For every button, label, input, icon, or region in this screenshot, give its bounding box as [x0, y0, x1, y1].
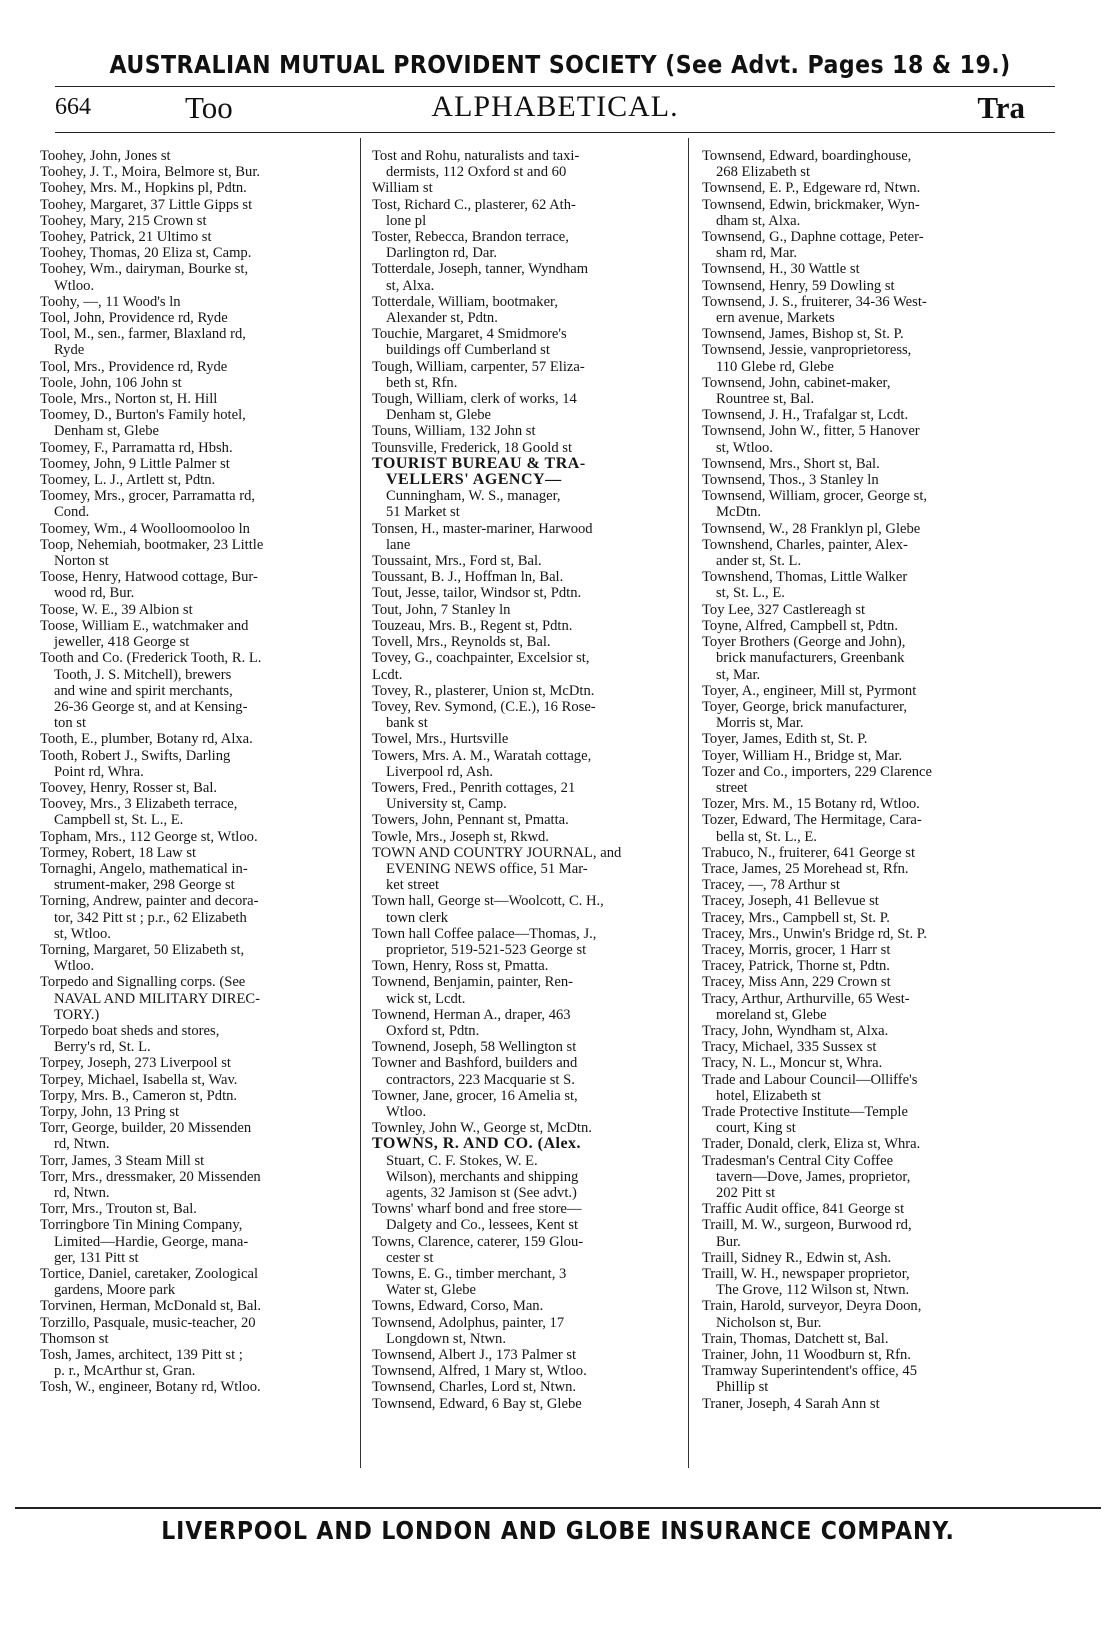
directory-entry-line: William st — [372, 180, 433, 197]
directory-entry-line: Toomey, Wm., 4 Woolloomooloo ln — [40, 520, 250, 537]
directory-entry-line: Townend, Benjamin, painter, Ren- — [372, 974, 574, 991]
directory-entry-line: Townsend, Edward, 6 Bay st, Glebe — [372, 1395, 582, 1412]
directory-entry-line: Limited—Hardie, George, mana- — [54, 1233, 249, 1250]
directory-entry-line: Torpy, Mrs. B., Cameron st, Pdtn. — [40, 1087, 238, 1104]
directory-entry-line: Tough, William, clerk of works, 14 — [372, 391, 577, 408]
directory-entry-line: Point rd, Whra. — [54, 763, 144, 780]
directory-entry-line: TOURIST BUREAU & TRA- — [372, 455, 586, 472]
directory-entry-line: agents, 32 Jamison st (See advt.) — [386, 1185, 577, 1201]
directory-entry-line: Tracy, John, Wyndham st, Alxa. — [702, 1022, 889, 1039]
directory-entry-line: tor, 342 Pitt st ; p.r., 62 Elizabeth — [54, 909, 247, 926]
directory-entry-line: Tracy, N. L., Moncur st, Whra. — [702, 1055, 883, 1072]
bottom-advert-banner: LIVERPOOL AND LONDON AND GLOBE INSURANCE COMPANY. — [161, 1516, 955, 1545]
directory-entry-line: Torning, Margaret, 50 Elizabeth st, — [40, 941, 245, 958]
directory-entry-line: sham rd, Mar. — [716, 245, 798, 262]
directory-entry-line: Townshend, Thomas, Little Walker — [702, 569, 908, 586]
directory-entry-line: brick manufacturers, Greenbank — [716, 650, 905, 667]
directory-entry-line: Townsend, J. H., Trafalgar st, Lcdt. — [702, 407, 909, 424]
directory-entry-line: and wine and spirit merchants, — [54, 682, 233, 699]
directory-entry-line: Tool, John, Providence rd, Ryde — [40, 310, 228, 327]
directory-column-2 — [372, 148, 682, 1412]
directory-entry-line: Stuart, C. F. Stokes, W. E. — [386, 1152, 538, 1169]
directory-entry-line: ket street — [386, 877, 440, 894]
directory-entry-line: Townsend, Alfred, 1 Mary st, Wtloo. — [372, 1363, 587, 1380]
directory-entry-line: Townsend, Mrs., Short st, Bal. — [702, 455, 880, 472]
directory-entry-line: town clerk — [386, 909, 449, 926]
directory-entry-line: Townshend, Charles, painter, Alex- — [702, 536, 908, 553]
directory-entry-line: Toyer Brothers (George and John), — [702, 634, 906, 651]
directory-entry-line: ander st, St. L. — [716, 553, 802, 570]
directory-entry-line: Toohey, Margaret, 37 Little Gipps st — [40, 196, 253, 213]
directory-entry-line: lane — [386, 536, 411, 553]
directory-entry-line: Tough, William, carpenter, 57 Eliza- — [372, 358, 585, 375]
directory-entry-line: wood rd, Bur. — [54, 585, 135, 602]
directory-entry-line: Berry's rd, St. L. — [54, 1039, 151, 1056]
directory-entry-line: Town hall Coffee palace—Thomas, J., — [372, 925, 597, 942]
directory-entry-line: Wtloo. — [54, 958, 95, 975]
directory-entry-line: 26-36 George st, and at Kensing- — [54, 698, 248, 715]
directory-entry-line: Townley, John W., George st, McDtn. — [372, 1120, 592, 1137]
directory-entry-line: Torringbore Tin Mining Company, — [40, 1217, 243, 1234]
directory-entry-line: Torvinen, Herman, McDonald st, Bal. — [40, 1298, 262, 1315]
directory-entry-line: Toyer, A., engineer, Mill st, Pyrmont — [702, 682, 917, 699]
directory-entry-line: Towel, Mrs., Hurtsville — [372, 731, 509, 748]
directory-entry-line: strument-maker, 298 George st — [54, 877, 235, 894]
directory-entry-line: Towns, Clarence, caterer, 159 Glou- — [372, 1233, 584, 1250]
column-divider — [688, 138, 689, 1468]
directory-entry-line: Toy Lee, 327 Castlereagh st — [702, 601, 866, 618]
directory-entry-line: Tracey, Joseph, 41 Bellevue st — [702, 893, 879, 910]
directory-entry-line: Toohey, Thomas, 20 Eliza st, Camp. — [40, 245, 252, 262]
directory-entry-line: Rountree st, Bal. — [716, 391, 815, 408]
directory-entry-line: Tooth, E., plumber, Botany rd, Alxa. — [40, 731, 253, 748]
page-number: 664 — [55, 94, 91, 120]
directory-entry-line: rd, Ntwn. — [54, 1136, 110, 1153]
directory-entry-line: Trader, Donald, clerk, Eliza st, Whra. — [702, 1136, 921, 1153]
directory-entry-line: Town hall, George st—Woolcott, C. H., — [372, 893, 604, 910]
directory-entry-line: Traill, W. H., newspaper proprietor, — [702, 1266, 910, 1283]
directory-entry-line: st, Wtloo. — [54, 925, 111, 942]
directory-entry-line: Torning, Andrew, painter and decora- — [40, 893, 259, 910]
directory-entry-line: Toohy, —, 11 Wood's ln — [40, 293, 181, 310]
directory-entry-line: Traill, Sidney R., Edwin st, Ash. — [702, 1249, 892, 1266]
directory-entry-line: Torpedo and Signalling corps. (See — [40, 974, 246, 991]
directory-entry-line: Toohey, Wm., dairyman, Bourke st, — [40, 261, 249, 278]
directory-entry-line: Tonsen, H., master-mariner, Harwood — [372, 520, 593, 537]
directory-entry-line: Traill, M. W., surgeon, Burwood rd, — [702, 1217, 912, 1234]
directory-entry-line: Townsend, G., Daphne cottage, Peter- — [702, 229, 924, 246]
directory-entry-line: Tovey, R., plasterer, Union st, McDtn. — [372, 682, 595, 699]
directory-entry-line: Toohey, Mrs. M., Hopkins pl, Pdtn. — [40, 180, 247, 197]
directory-entry-line: Train, Thomas, Datchett st, Bal. — [702, 1330, 889, 1347]
directory-entry-line: Townsend, Henry, 59 Dowling st — [702, 277, 895, 294]
directory-entry-line: Tovell, Mrs., Reynolds st, Bal. — [372, 634, 551, 651]
directory-entry-line: Tracy, Arthur, Arthurville, 65 West- — [702, 990, 910, 1007]
directory-entry-line: Tracey, Morris, grocer, 1 Harr st — [702, 941, 891, 958]
directory-entry-line: Trace, James, 25 Morehead st, Rfn. — [702, 860, 909, 877]
directory-entry-line: buildings off Cumberland st — [386, 342, 550, 359]
header-rule-top — [55, 86, 1055, 87]
directory-entry-line: Townsend, Thos., 3 Stanley ln — [702, 472, 879, 489]
directory-entry-line: Townsend, E. P., Edgeware rd, Ntwn. — [702, 180, 921, 197]
directory-entry-line: Towers, Fred., Penrith cottages, 21 — [372, 779, 576, 796]
directory-entry-line: Tool, Mrs., Providence rd, Ryde — [40, 358, 228, 375]
directory-entry-line: 110 Glebe rd, Glebe — [716, 358, 834, 375]
directory-entry-line: Tooth, J. S. Mitchell), brewers — [54, 666, 232, 683]
directory-entry-line: Townsend, William, grocer, George st, — [702, 488, 928, 505]
directory-entry-line: Tracey, Mrs., Campbell st, St. P. — [702, 909, 890, 926]
directory-entry-line: Oxford st, Pdtn. — [386, 1022, 480, 1039]
directory-entry-line: Tozer, Edward, The Hermitage, Cara- — [702, 812, 922, 829]
directory-entry-line: Torr, George, builder, 20 Missenden — [40, 1120, 252, 1137]
directory-entry-line: Toyer, William H., Bridge st, Mar. — [702, 747, 903, 764]
directory-entry-line: Train, Harold, surveyor, Deyra Doon, — [702, 1298, 922, 1315]
directory-entry-line: TOWN AND COUNTRY JOURNAL, and — [372, 844, 622, 861]
directory-entry-line: st, St. L., E. — [716, 585, 785, 602]
directory-entry-line: Torzillo, Pasquale, music-teacher, 20 — [40, 1314, 256, 1331]
directory-entry-line: Cunningham, W. S., manager, — [386, 488, 561, 505]
directory-entry-line: Tracey, Mrs., Unwin's Bridge rd, St. P. — [702, 925, 927, 942]
directory-entry-line: Tout, Jesse, tailor, Windsor st, Pdtn. — [372, 585, 582, 602]
directory-entry-line: Toose, W. E., 39 Albion st — [40, 601, 193, 618]
directory-entry-line: Bur. — [716, 1233, 741, 1250]
directory-entry-line: Townsend, James, Bishop st, St. P. — [702, 326, 904, 343]
directory-entry-line: Toop, Nehemiah, bootmaker, 23 Little — [40, 536, 264, 553]
directory-entry-line: Townsend, John, cabinet-maker, — [702, 374, 891, 391]
directory-entry-line: ton st — [54, 715, 87, 732]
directory-entry-line: Toomey, D., Burton's Family hotel, — [40, 407, 246, 424]
directory-entry-line: Tracy, Michael, 335 Sussex st — [702, 1039, 877, 1056]
directory-entry-line: Dalgety and Co., lessees, Kent st — [386, 1217, 579, 1234]
directory-entry-line: Tozer, Mrs. M., 15 Botany rd, Wtloo. — [702, 796, 920, 813]
directory-entry-line: Trade Protective Institute—Temple — [702, 1103, 908, 1120]
directory-entry-line: Trainer, John, 11 Woodburn st, Rfn. — [702, 1347, 911, 1364]
directory-entry-line: Traner, Joseph, 4 Sarah Ann st — [702, 1395, 880, 1412]
directory-entry-line: Toohey, Patrick, 21 Ultimo st — [40, 229, 212, 246]
directory-entry-line: McDtn. — [716, 504, 761, 521]
directory-entry-line: rd, Ntwn. — [54, 1185, 110, 1201]
directory-entry-line: Tovey, Rev. Symond, (C.E.), 16 Rose- — [372, 698, 596, 715]
directory-entry-line: Toomey, Mrs., grocer, Parramatta rd, — [40, 488, 256, 505]
directory-entry-line: Phillip st — [716, 1379, 769, 1396]
directory-entry-line: Toohey, John, Jones st — [40, 148, 171, 164]
directory-entry-line: Townsend, Edwin, brickmaker, Wyn- — [702, 196, 920, 213]
directory-entry-line: st, Alxa. — [386, 277, 435, 294]
directory-entry-line: Townsend, Albert J., 173 Palmer st — [372, 1347, 577, 1364]
directory-entry-line: bella st, St. L., E. — [716, 828, 817, 845]
directory-entry-line: Toole, John, 106 John st — [40, 374, 182, 391]
directory-entry-line: 202 Pitt st — [716, 1185, 776, 1201]
directory-entry-line: Tost and Rohu, naturalists and taxi- — [372, 148, 580, 164]
directory-entry-line: Thomson st — [40, 1330, 109, 1347]
directory-entry-line: Townsend, H., 30 Wattle st — [702, 261, 860, 278]
directory-entry-line: Townsend, J. S., fruiterer, 34-36 West- — [702, 293, 927, 310]
directory-entry-line: cester st — [386, 1249, 434, 1266]
directory-entry-line: Wilson), merchants and shipping — [386, 1168, 579, 1185]
directory-entry-line: TOWNS, R. AND CO. (Alex. — [372, 1136, 582, 1153]
directory-entry-line: Townsend, W., 28 Franklyn pl, Glebe — [702, 520, 921, 537]
directory-entry-line: Alexander st, Pdtn. — [386, 310, 498, 327]
directory-entry-line: VELLERS' AGENCY— — [386, 472, 562, 489]
directory-entry-line: st, Mar. — [716, 666, 761, 683]
directory-entry-line: Toomey, F., Parramatta rd, Hbsh. — [40, 439, 233, 456]
directory-entry-line: Trade and Labour Council—Olliffe's — [702, 1071, 918, 1088]
directory-entry-line: Town, Henry, Ross st, Pmatta. — [372, 958, 549, 975]
directory-entry-line: Tooth and Co. (Frederick Tooth, R. L. — [40, 650, 262, 667]
directory-entry-line: street — [716, 779, 748, 796]
directory-column-1 — [40, 148, 360, 1396]
directory-entry-line: Totterdale, William, bootmaker, — [372, 293, 558, 310]
directory-entry-line: lone pl — [386, 212, 427, 229]
directory-entry-line: Torpy, John, 13 Pring st — [40, 1103, 180, 1120]
directory-entry-line: Towns' wharf bond and free store— — [372, 1201, 582, 1218]
top-advert-banner: AUSTRALIAN MUTUAL PROVIDENT SOCIETY (See Advt. Pages 18 & 19.) — [109, 50, 1011, 79]
directory-entry-line: EVENING NEWS office, 51 Mar- — [386, 860, 588, 877]
directory-entry-line: Touzeau, Mrs. B., Regent st, Pdtn. — [372, 617, 573, 634]
directory-column-3 — [702, 148, 1012, 1412]
left-guide-word: Too — [185, 90, 233, 125]
directory-entry-line: Tormey, Robert, 18 Law st — [40, 844, 197, 861]
directory-entry-line: Toole, Mrs., Norton st, H. Hill — [40, 391, 218, 408]
directory-entry-line: Towner and Bashford, builders and — [372, 1055, 578, 1072]
directory-entry-line: Tout, John, 7 Stanley ln — [372, 601, 511, 618]
directory-entry-line: dham st, Alxa. — [716, 212, 801, 229]
right-guide-word: Tra — [977, 90, 1025, 125]
directory-entry-line: Torpedo boat sheds and stores, — [40, 1022, 220, 1039]
directory-entry-line: proprietor, 519-521-523 George st — [386, 941, 587, 958]
directory-entry-line: Totterdale, Joseph, tanner, Wyndham — [372, 261, 589, 278]
directory-entry-line: Denham st, Glebe — [54, 423, 159, 440]
directory-entry-line: Towle, Mrs., Joseph st, Rkwd. — [372, 828, 549, 845]
directory-entry-line: hotel, Elizabeth st — [716, 1087, 821, 1104]
directory-entry-line: TORY.) — [54, 1006, 100, 1023]
directory-entry-line: Toussaint, Mrs., Ford st, Bal. — [372, 553, 542, 570]
directory-entry-line: Toyne, Alfred, Campbell st, Pdtn. — [702, 617, 898, 634]
directory-entry-line: Toussant, B. J., Hoffman ln, Bal. — [372, 569, 564, 586]
directory-entry-line: Tosh, W., engineer, Botany rd, Wtloo. — [40, 1379, 261, 1396]
directory-entry-line: Towns, Edward, Corso, Man. — [372, 1298, 544, 1315]
directory-entry-line: ern avenue, Markets — [716, 310, 835, 327]
directory-entry-line: Wtloo. — [386, 1103, 427, 1120]
directory-entry-line: beth st, Rfn. — [386, 374, 458, 391]
directory-entry-line: Toyer, James, Edith st, St. P. — [702, 731, 868, 748]
directory-entry-line: Denham st, Glebe — [386, 407, 491, 424]
directory-entry-line: ger, 131 Pitt st — [54, 1249, 139, 1266]
directory-entry-line: Nicholson st, Bur. — [716, 1314, 822, 1331]
directory-entry-line: 268 Elizabeth st — [716, 164, 811, 181]
directory-entry-line: Torr, Mrs., Trouton st, Bal. — [40, 1201, 197, 1218]
directory-entry-line: Tortice, Daniel, caretaker, Zoological — [40, 1266, 259, 1283]
directory-entry-line: Torpey, Joseph, 273 Liverpool st — [40, 1055, 231, 1072]
directory-entry-line: p. r., McArthur st, Gran. — [54, 1363, 196, 1380]
directory-entry-line: Tornaghi, Angelo, mathematical in- — [40, 860, 248, 877]
directory-entry-line: wick st, Lcdt. — [386, 990, 466, 1007]
directory-entry-line: Toster, Rebecca, Brandon terrace, — [372, 229, 569, 246]
directory-entry-line: moreland st, Glebe — [716, 1006, 827, 1023]
directory-entry-line: Touchie, Margaret, 4 Smidmore's — [372, 326, 567, 343]
directory-entry-line: Torr, James, 3 Steam Mill st — [40, 1152, 205, 1169]
directory-entry-line: Tooth, Robert J., Swifts, Darling — [40, 747, 231, 764]
directory-entry-line: Toyer, George, brick manufacturer, — [702, 698, 908, 715]
directory-entry-line: Lcdt. — [372, 666, 403, 683]
directory-entry-line: gardens, Moore park — [54, 1282, 176, 1299]
directory-entry-line: 51 Market st — [386, 504, 460, 521]
directory-entry-line: Toohey, J. T., Moira, Belmore st, Bur. — [40, 164, 261, 181]
directory-entry-line: bank st — [386, 715, 428, 732]
directory-entry-line: Towers, Mrs. A. M., Waratah cottage, — [372, 747, 592, 764]
directory-entry-line: Townend, Herman A., draper, 463 — [372, 1006, 571, 1023]
directory-entry-line: Tracey, —, 78 Arthur st — [702, 877, 840, 894]
directory-entry-line: Towns, E. G., timber merchant, 3 — [372, 1266, 567, 1283]
page-header — [55, 92, 1055, 132]
directory-entry-line: Tool, M., sen., farmer, Blaxland rd, — [40, 326, 246, 343]
directory-entry-line: Toomey, John, 9 Little Palmer st — [40, 455, 230, 472]
directory-entry-line: Torr, Mrs., dressmaker, 20 Missenden — [40, 1168, 261, 1185]
directory-entry-line: Tracey, Patrick, Thorne st, Pdtn. — [702, 958, 890, 975]
directory-entry-line: Toose, William E., watchmaker and — [40, 617, 249, 634]
directory-entry-line: jeweller, 418 George st — [54, 634, 190, 651]
column-divider — [360, 138, 361, 1468]
directory-entry-line: Tounsville, Frederick, 18 Goold st — [372, 439, 573, 456]
directory-entry-line: Topham, Mrs., 112 George st, Wtloo. — [40, 828, 258, 845]
directory-entry-line: Townsend, John W., fitter, 5 Hanover — [702, 423, 920, 440]
directory-entry-line: NAVAL AND MILITARY DIREC- — [54, 990, 260, 1007]
directory-entry-line: Liverpool rd, Ash. — [386, 763, 494, 780]
directory-entry-line: Towers, John, Pennant st, Pmatta. — [372, 812, 569, 829]
directory-entry-line: Townsend, Jessie, vanproprietoress, — [702, 342, 912, 359]
directory-entry-line: The Grove, 112 Wilson st, Ntwn. — [716, 1282, 910, 1299]
directory-entry-line: Darlington rd, Dar. — [386, 245, 498, 262]
directory-entry-line: st, Wtloo. — [716, 439, 773, 456]
directory-entry-line: Ryde — [54, 342, 85, 359]
directory-entry-line: Cond. — [54, 504, 90, 521]
directory-entry-line: Townsend, Charles, Lord st, Ntwn. — [372, 1379, 577, 1396]
directory-entry-line: Campbell st, St. L., E. — [54, 812, 184, 829]
directory-entry-line: Townsend, Adolphus, painter, 17 — [372, 1314, 565, 1331]
section-title: ALPHABETICAL. — [431, 90, 679, 123]
directory-entry-line: Longdown st, Ntwn. — [386, 1330, 506, 1347]
directory-entry-line: Morris st, Mar. — [716, 715, 804, 732]
directory-entry-line: Water st, Glebe — [386, 1282, 476, 1299]
directory-entry-line: Torpey, Michael, Isabella st, Wav. — [40, 1071, 238, 1088]
directory-entry-line: Norton st — [54, 553, 109, 570]
directory-entry-line: dermists, 112 Oxford st and 60 — [386, 164, 567, 181]
directory-entry-line: Tost, Richard C., plasterer, 62 Ath- — [372, 196, 576, 213]
directory-entry-line: court, King st — [716, 1120, 796, 1137]
directory-entry-line: tavern—Dove, James, proprietor, — [716, 1168, 911, 1185]
directory-entry-line: Toohey, Mary, 215 Crown st — [40, 212, 207, 229]
directory-entry-line: Townend, Joseph, 58 Wellington st — [372, 1039, 577, 1056]
directory-entry-line: contractors, 223 Macquarie st S. — [386, 1071, 575, 1088]
directory-entry-line: Tramway Superintendent's office, 45 — [702, 1363, 918, 1380]
directory-entry-line: Toose, Henry, Hatwood cottage, Bur- — [40, 569, 258, 586]
directory-entry-line: Tracey, Miss Ann, 229 Crown st — [702, 974, 891, 991]
directory-entry-line: Townsend, Edward, boardinghouse, — [702, 148, 912, 164]
directory-entry-line: Tradesman's Central City Coffee — [702, 1152, 894, 1169]
directory-entry-line: Tovey, G., coachpainter, Excelsior st, — [372, 650, 590, 667]
directory-entry-line: Tozer and Co., importers, 229 Clarence — [702, 763, 932, 780]
directory-entry-line: Trabuco, N., fruiterer, 641 George st — [702, 844, 916, 861]
directory-entry-line: University st, Camp. — [386, 796, 507, 813]
directory-entry-line: Traffic Audit office, 841 George st — [702, 1201, 905, 1218]
directory-entry-line: Wtloo. — [54, 277, 95, 294]
directory-entry-line: Towner, Jane, grocer, 16 Amelia st, — [372, 1087, 578, 1104]
header-rule-bottom — [55, 132, 1055, 133]
directory-entry-line: Tosh, James, architect, 139 Pitt st ; — [40, 1347, 243, 1364]
footer-rule — [15, 1507, 1101, 1509]
directory-entry-line: Touns, William, 132 John st — [372, 423, 536, 440]
directory-entry-line: Toomey, L. J., Artlett st, Pdtn. — [40, 472, 216, 489]
directory-entry-line: Toovey, Mrs., 3 Elizabeth terrace, — [40, 796, 238, 813]
directory-entry-line: Toovey, Henry, Rosser st, Bal. — [40, 779, 218, 796]
